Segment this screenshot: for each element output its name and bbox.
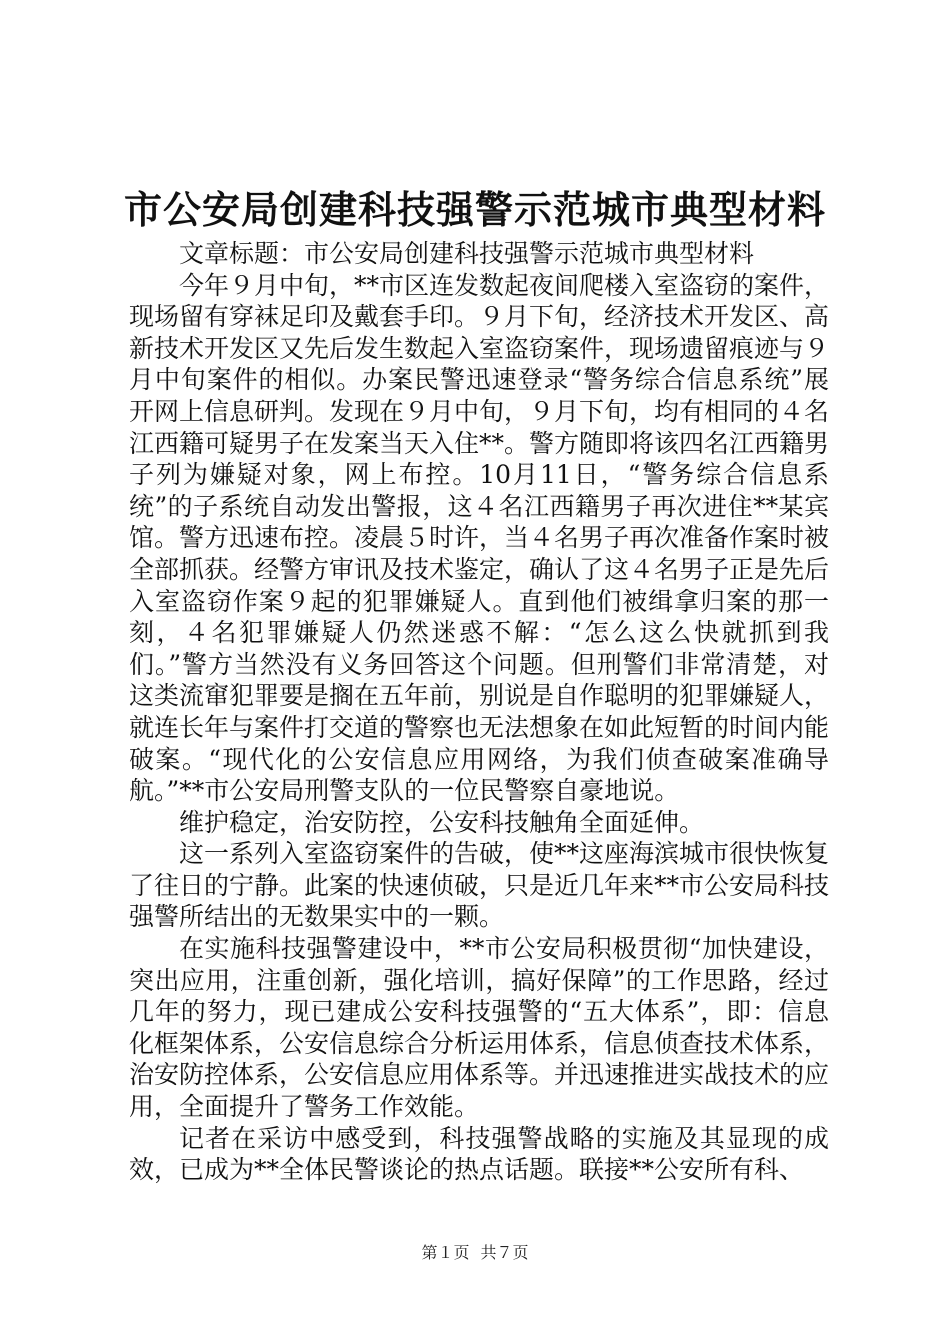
paragraph-reporter: 记者在采访中感受到，科技强警战略的实施及其显现的成效，已成为**全体民警谈论的热点话题。联接**公安所有科、 <box>129 1123 829 1185</box>
paragraph-article-title: 文章标题：市公安局创建科技强警示范城市典型材料 <box>179 239 755 268</box>
page-footer <box>0 1243 950 1263</box>
paragraph-case-story: 今年９月中旬，**市区连发数起夜间爬楼入室盗窃的案件，现场留有穿袜足印及戴套手印。９月下旬，经济技术开发区、高新技术开发区又先后发生数起入室盗窃案件，现场遗留痕迹与９月中旬案件的相似。办案民警迅速登录“警务综合信息系统”展开网上信息研判。发现在９月中旬，９月下旬，均有相同的４名江西籍可疑男子在发案当天入住**。警方随即将该四名江西籍男子列为嫌疑对象，网上布控。10月11日，“警务综合信息系统”的子系统自动发出警报，这４名江西籍男子再次进住**某宾馆。警方迅速布控。凌晨５时许，当４名男子再次准备作案时被全部抓获。经警方审讯及技术鉴定，确认了这４名男子正是先后入室盗窃作案９起的犯罪嫌疑人。直到他们被缉拿归案的那一刻，４名犯罪嫌疑人仍然迷惑不解：“怎么这么快就抓到我们。”警方当然没有义务回答这个问题。但刑警们非常清楚，对这类流窜犯罪要是搁在五年前，别说是自作聪明的犯罪嫌疑人，就连长年与案件打交道的警察也无法想象在如此短暂的时间内能破案。“现代化的公安信息应用网络，为我们侦查破案准确导航。”**市公安局刑警支队的一位民警察自豪地说。 <box>129 270 830 806</box>
paragraph-case-result: 这一系列入室盗窃案件的告破，使**这座海滨城市很快恢复了往日的宁静。此案的快速侦破，只是近几年来**市公安局科技强警所结出的无数果实中的一颗。 <box>129 839 830 932</box>
paragraph-five-systems: 在实施科技强警建设中，**市公安局积极贯彻“加快建设，突出应用，注重创新，强化培训，搞好保障”的工作思路，经过几年的努力，现已建成公安科技强警的“五大体系”，即：信息化框架体系，公安信息综合分析运用体系，信息侦查技术体系，治安防控体系，公安信息应用体系等。并迅速推进实战技术的应用，全面提升了警务工作效能。 <box>129 934 830 1122</box>
document-body <box>129 238 829 1186</box>
document-title: 市公安局创建科技强警示范城市典型材料 <box>123 187 826 232</box>
paragraph-subheading: 维护稳定，治安防控，公安科技触角全面延伸。 <box>179 807 705 837</box>
page-total: 共７页 <box>480 1243 529 1262</box>
page-number: 第１页 <box>421 1243 470 1262</box>
